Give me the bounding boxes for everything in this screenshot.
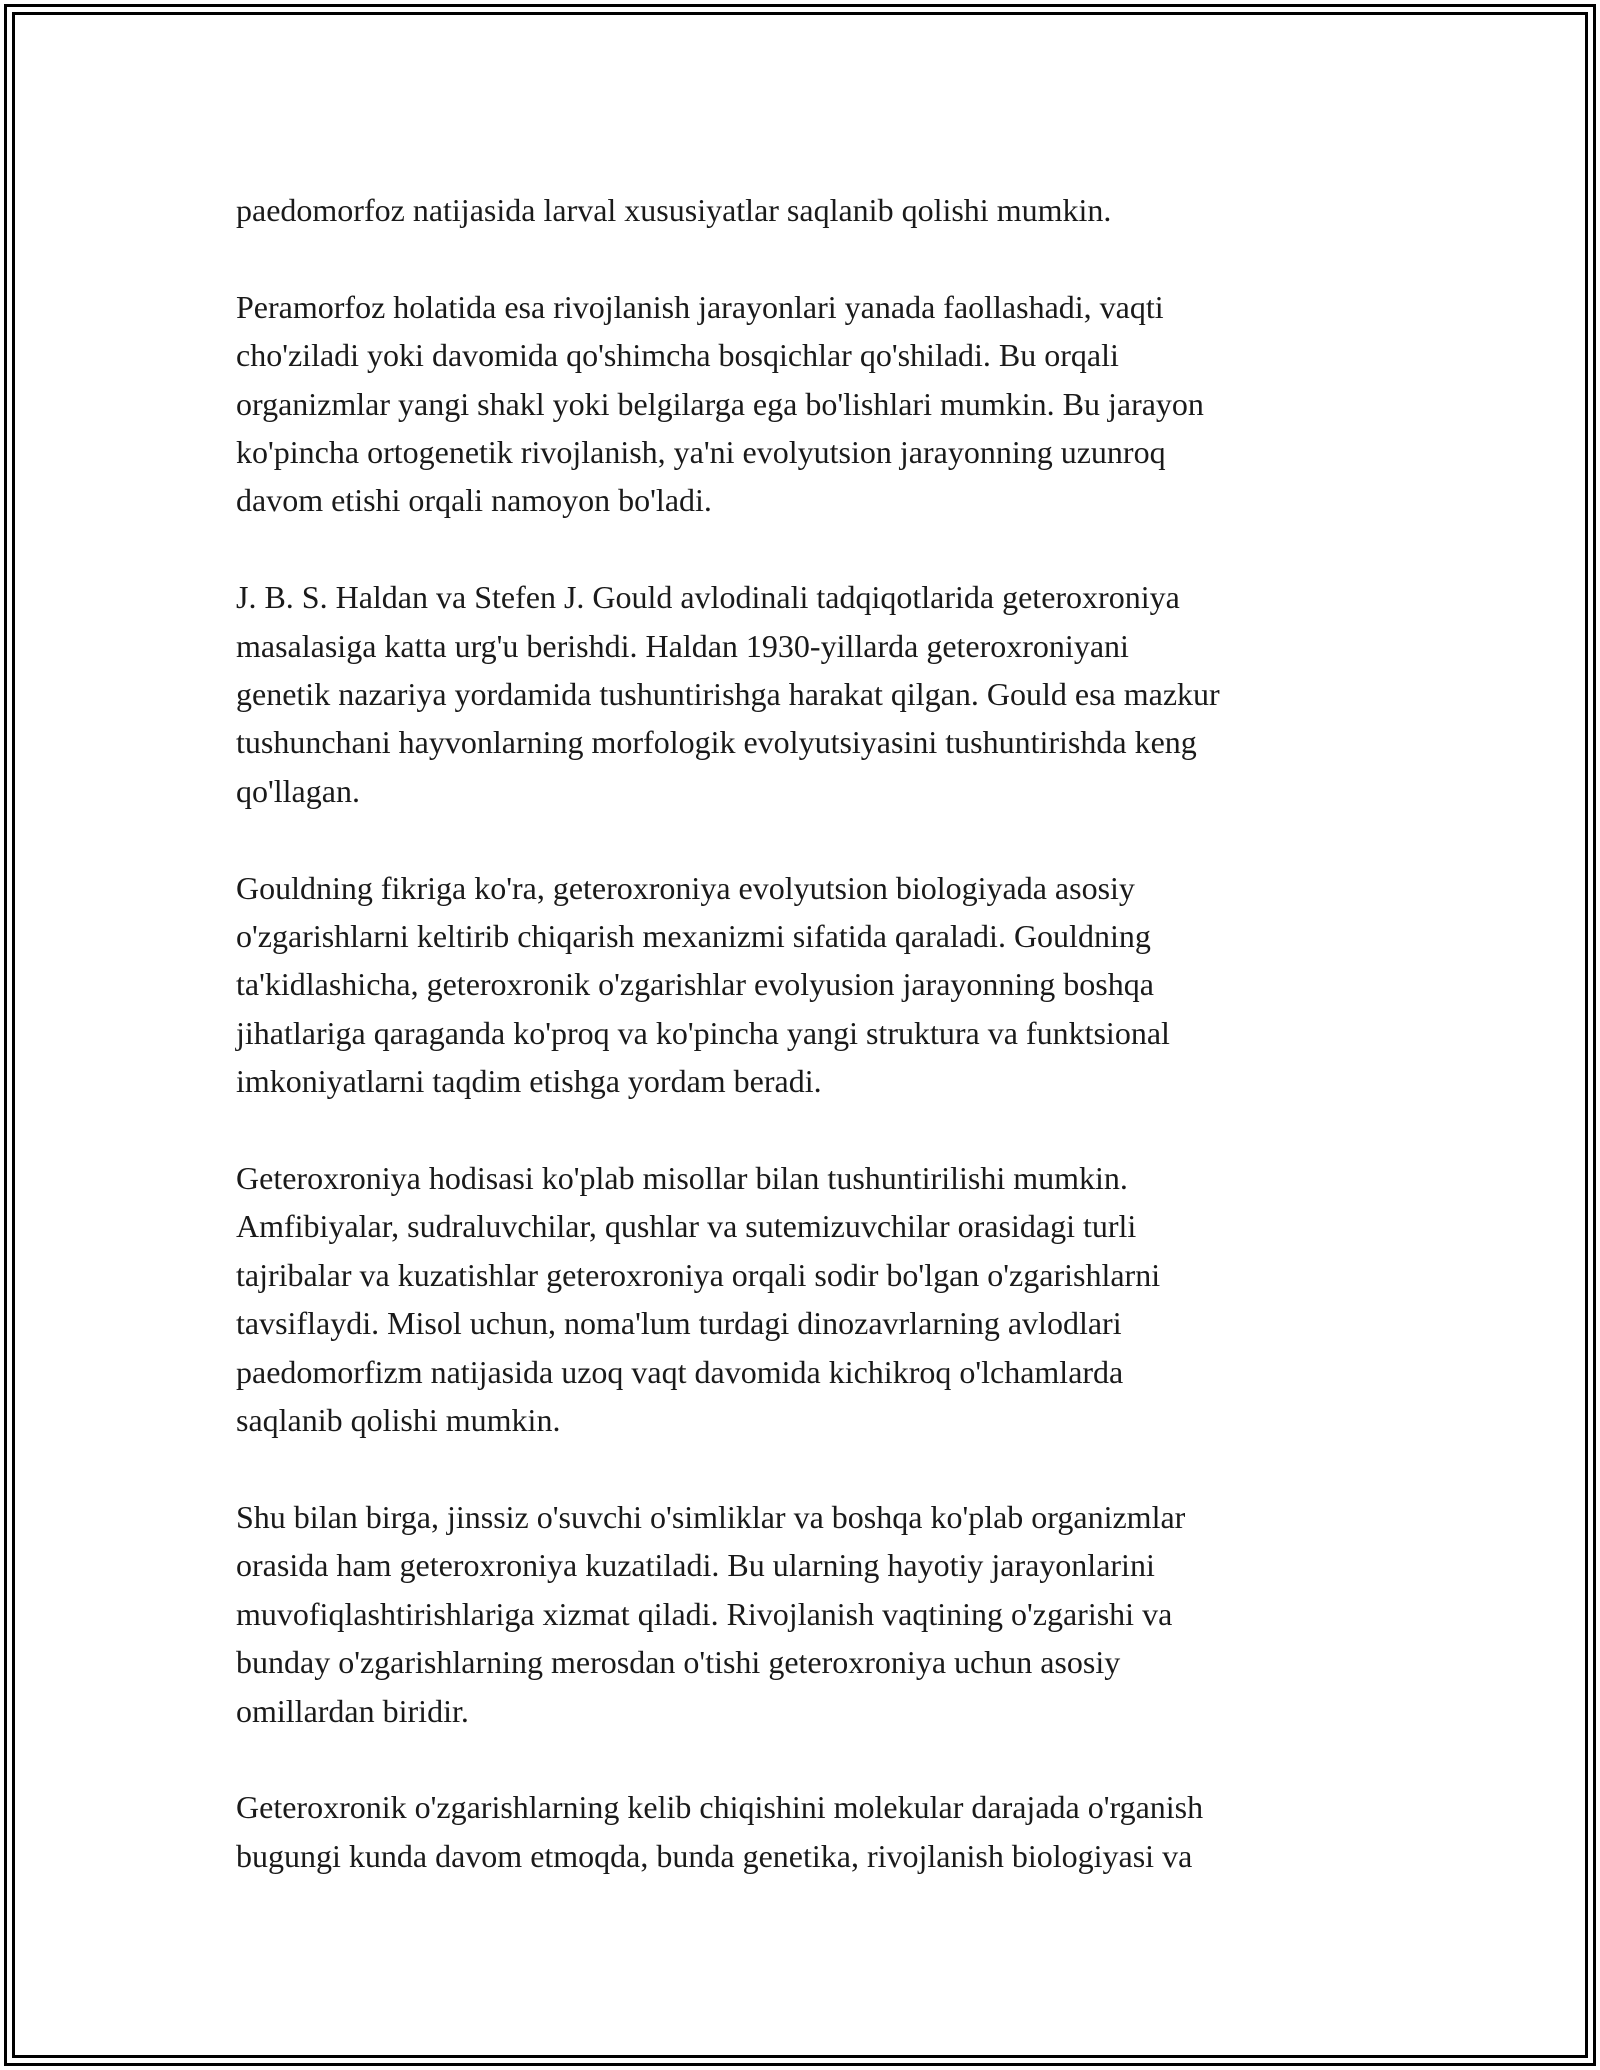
paragraph-1: paedomorfoz natijasida larval xususiyatlar saqlanib qolishi mumkin. xyxy=(236,192,1112,228)
paragraph-4: Gouldning fikriga ko'ra, geteroxroniya evolyutsion biologiyada asosiy o'zgarishlarni keltirib chiqarish mexanizmi sifatida qaraladi. Gouldning ta'kidlashicha, geteroxronik o'zgarishlar evolyusion jarayonning boshqa jihatlariga qaraganda ko'proq va ko'pincha yangi struktura va funktsional imkoniyatlarni taqdim etishga yordam beradi. xyxy=(236,869,1170,1100)
document-body xyxy=(236,186,1396,1929)
paragraph-3: J. B. S. Haldan va Stefen J. Gould avlodinali tadqiqotlarida geteroxroniya masalasiga katta urg'u berishdi. Haldan 1930-yillarda geteroxroniyani genetik nazariya yordamida tushuntirishga harakat qilgan. Gould esa mazkur tushunchani hayvonlarning morfologik evolyutsiyasini tushuntirishda keng qo'llagan. xyxy=(236,579,1220,809)
paragraph-6: Shu bilan birga, jinssiz o'suvchi o'simliklar va boshqa ko'plab organizmlar orasida ham geteroxroniya kuzatiladi. Bu ularning hayotiy jarayonlarini muvofiqlashtirishlariga xizmat qiladi. Rivojlanish vaqtining o'zgarishi va bunday o'zgarishlarning merosdan o'tishi geteroxroniya uchun asosiy omillardan biridir. xyxy=(236,1498,1186,1729)
paragraph-5: Geteroxroniya hodisasi ko'plab misollar bilan tushuntirilishi mumkin. Amfibiyalar, sudraluvchilar, qushlar va sutemizuvchilar orasidagi turli tajribalar va kuzatishlar geteroxroniya orqali sodir bo'lgan o'zgarishlarni tavsiflaydi. Misol uchun, noma'lum turdagi dinozavrlarning avlodlari paedomorfizm natijasida uzoq vaqt davomida kichikroq o'lchamlarda saqlanib qolishi mumkin. xyxy=(236,1160,1161,1439)
paragraph-7: Geteroxronik o'zgarishlarning kelib chiqishini molekular darajada o'rganish bugungi kunda davom etmoqda, bunda genetika, rivojlanish biologiyasi va xyxy=(236,1789,1204,1874)
paragraph-2: Peramorfoz holatida esa rivojlanish jarayonlari yanada faollashadi, vaqti cho'ziladi yoki davomida qo'shimcha bosqichlar qo'shiladi. Bu orqali organizmlar yangi shakl yoki belgilarga ega bo'lishlari mumkin. Bu jarayon ko'pincha ortogenetik rivojlanish, ya'ni evolyutsion jarayonning uzunroq davom etishi orqali namoyon bo'ladi. xyxy=(236,288,1204,519)
